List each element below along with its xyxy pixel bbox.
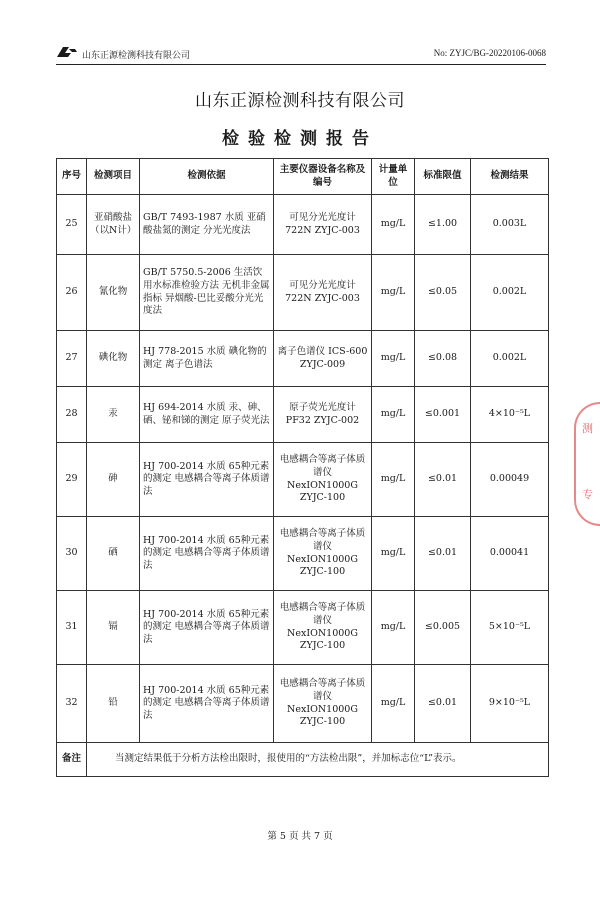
table-row: [57, 443, 549, 517]
row-limit: ≤1.00: [415, 195, 471, 255]
row-limit: ≤0.01: [415, 443, 471, 517]
row-item: 碘化物: [87, 331, 140, 387]
header-instrument: 主要仪器设备名称及编号: [274, 159, 372, 195]
header-seq: 序号: [57, 159, 87, 195]
results-table: [56, 158, 549, 777]
row-basis: HJ 700-2014 水质 65种元素的测定 电感耦合等离子体质谱法: [140, 443, 274, 517]
row-item: 亚硝酸盐（以N计）: [87, 195, 140, 255]
document-title: 山东正源检测科技有限公司: [195, 91, 405, 111]
row-basis: HJ 694-2014 水质 汞、砷、硒、铋和锑的测定 原子荧光法: [140, 387, 274, 443]
row-basis: HJ 700-2014 水质 65种元素的测定 电感耦合等离子体质谱法: [140, 665, 274, 743]
row-instrument: 电感耦合等离子体质谱仪 NexION1000G ZYJC-100: [274, 517, 372, 591]
header-company-name: 山东正源检测科技有限公司: [82, 51, 191, 61]
row-basis: HJ 778-2015 水质 碘化物的测定 离子色谱法: [140, 331, 274, 387]
row-basis: GB/T 5750.5-2006 生活饮用水标准检验方法 无机非金属指标 异烟酸-巴比妥酸分光光度法: [140, 255, 274, 331]
row-limit: ≤0.01: [415, 517, 471, 591]
header-basis: 检测依据: [140, 159, 274, 195]
row-unit: mg/L: [372, 255, 415, 331]
row-seq: 26: [57, 255, 87, 331]
row-unit: mg/L: [372, 591, 415, 665]
row-instrument: 离子色谱仪 ICS-600 ZYJC-009: [274, 331, 372, 387]
row-unit: mg/L: [372, 195, 415, 255]
header-result: 检测结果: [471, 159, 549, 195]
row-item: 铅: [87, 665, 140, 743]
row-item: 氰化物: [87, 255, 140, 331]
row-limit: ≤0.001: [415, 387, 471, 443]
header-item: 检测项目: [87, 159, 140, 195]
row-seq: 31: [57, 591, 87, 665]
page-number: 第 5 页 共 7 页: [267, 831, 333, 842]
document-subtitle: 检验检测报告: [222, 129, 378, 149]
official-seal-stamp: 测 专: [574, 402, 600, 526]
row-basis: HJ 700-2014 水质 65种元素的测定 电感耦合等离子体质谱法: [140, 591, 274, 665]
table-row: [57, 517, 549, 591]
row-limit: ≤0.005: [415, 591, 471, 665]
note-row: [57, 743, 549, 777]
row-item: 镉: [87, 591, 140, 665]
note-label: 备注: [57, 743, 87, 777]
row-unit: mg/L: [372, 517, 415, 591]
row-limit: ≤0.05: [415, 255, 471, 331]
row-unit: mg/L: [372, 387, 415, 443]
row-limit: ≤0.01: [415, 665, 471, 743]
row-instrument: 电感耦合等离子体质谱仪 NexION1000G ZYJC-100: [274, 665, 372, 743]
row-seq: 27: [57, 331, 87, 387]
row-unit: mg/L: [372, 331, 415, 387]
row-seq: 28: [57, 387, 87, 443]
row-result: 0.00049: [471, 443, 549, 517]
table-row: [57, 255, 549, 331]
row-unit: mg/L: [372, 443, 415, 517]
row-result: 0.00041: [471, 517, 549, 591]
row-basis: HJ 700-2014 水质 65种元素的测定 电感耦合等离子体质谱法: [140, 517, 274, 591]
row-seq: 32: [57, 665, 87, 743]
row-item: 砷: [87, 443, 140, 517]
row-instrument: 可见分光光度计 722N ZYJC-003: [274, 195, 372, 255]
table-row: [57, 331, 549, 387]
report-number: No: ZYJC/BG-20220106-0068: [433, 48, 546, 58]
note-text: 当测定结果低于分析方法检出限时，报使用的“方法检出限”，并加标志位“L”表示。: [87, 743, 549, 777]
row-result: 4×10⁻⁵L: [471, 387, 549, 443]
row-seq: 29: [57, 443, 87, 517]
table-row: [57, 665, 549, 743]
table-row: [57, 195, 549, 255]
row-instrument: 原子荧光光度计 PF32 ZYJC-002: [274, 387, 372, 443]
row-result: 0.002L: [471, 331, 549, 387]
row-limit: ≤0.08: [415, 331, 471, 387]
row-unit: mg/L: [372, 665, 415, 743]
row-instrument: 电感耦合等离子体质谱仪 NexION1000G ZYJC-100: [274, 443, 372, 517]
header-limit: 标准限值: [415, 159, 471, 195]
row-item: 硒: [87, 517, 140, 591]
row-seq: 30: [57, 517, 87, 591]
row-instrument: 电感耦合等离子体质谱仪 NexION1000G ZYJC-100: [274, 591, 372, 665]
row-result: 5×10⁻⁵L: [471, 591, 549, 665]
row-instrument: 可见分光光度计 722N ZYJC-003: [274, 255, 372, 331]
row-seq: 25: [57, 195, 87, 255]
row-item: 汞: [87, 387, 140, 443]
page-header: [56, 40, 546, 65]
row-result: 0.003L: [471, 195, 549, 255]
header-unit: 计量单位: [372, 159, 415, 195]
company-logo-icon: [56, 44, 78, 60]
row-result: 0.002L: [471, 255, 549, 331]
table-row: [57, 591, 549, 665]
row-result: 9×10⁻⁵L: [471, 665, 549, 743]
table-row: [57, 387, 549, 443]
row-basis: GB/T 7493-1987 水质 亚硝酸盐氮的测定 分光光度法: [140, 195, 274, 255]
